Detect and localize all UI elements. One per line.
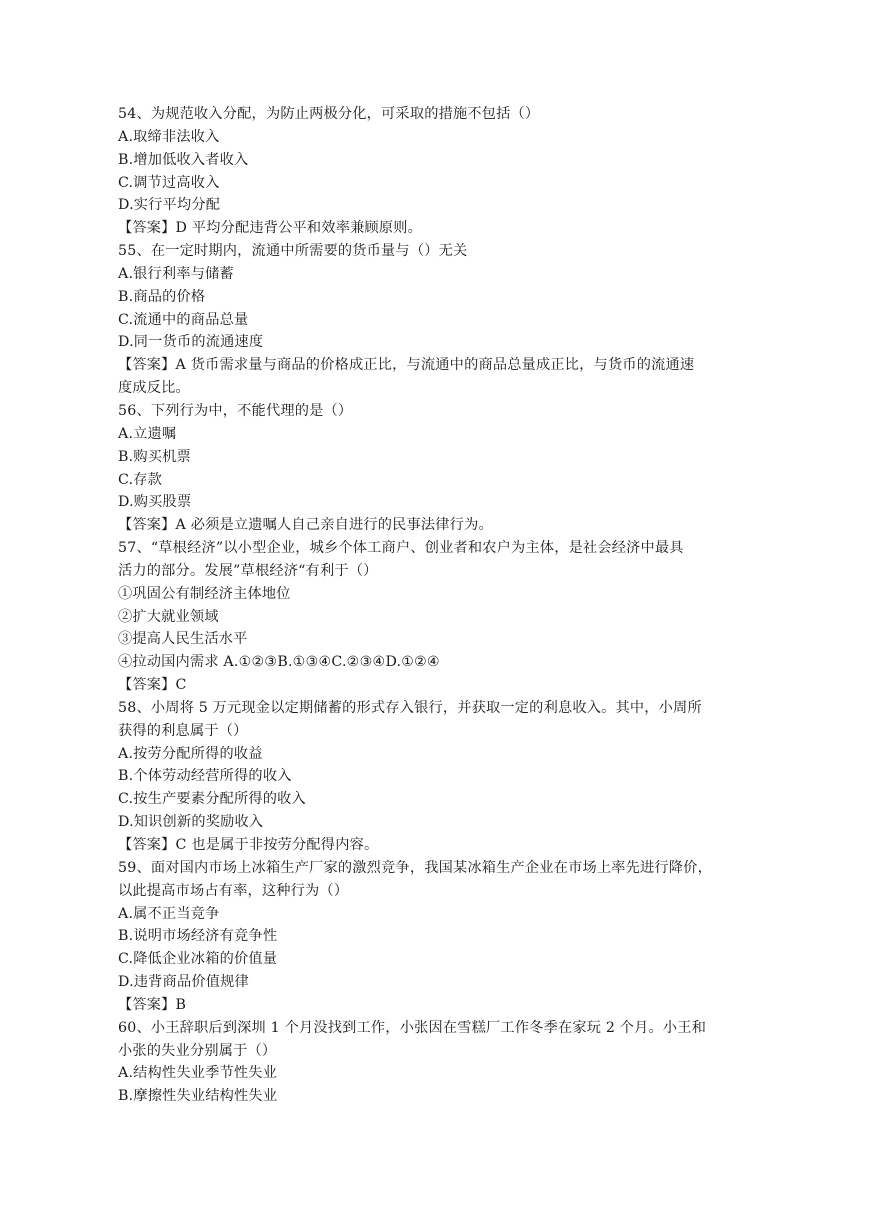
text-line: 以此提高市场占有率，这种行为（） <box>118 882 349 899</box>
text-line: C.存款 <box>118 471 163 488</box>
document-body <box>118 103 748 1108</box>
text-line: 小张的失业分别属于（） <box>118 1042 277 1059</box>
text-line: 【答案】C <box>118 677 187 694</box>
text-line: B.增加低收入者收入 <box>118 151 249 168</box>
text-line: D.违背商品价值规律 <box>118 974 249 991</box>
text-line: ④拉动国内需求 A.①②③B.①③④C.②③④D.①②④ <box>118 654 440 671</box>
text-line: 度成反比。 <box>118 380 190 397</box>
text-line: B.说明市场经济有竞争性 <box>118 928 278 945</box>
text-line: D.实行平均分配 <box>118 197 221 214</box>
text-line: A.按劳分配所得的收益 <box>118 745 263 762</box>
text-line: 57、“草根经济”以小型企业，城乡个体工商户、创业者和农户为主体，是社会经济中最具 <box>118 540 684 557</box>
text-line: A.立遗嘱 <box>118 425 177 442</box>
text-line: 54、为规范收入分配，为防止两极分化，可采取的措施不包括（） <box>118 106 540 122</box>
text-line: C.按生产要素分配所得的收入 <box>118 791 306 808</box>
text-line: 【答案】B <box>118 996 187 1013</box>
text-line: 活力的部分。发展”草根经济“有利于（） <box>118 562 378 579</box>
text-line: ①巩固公有制经济主体地位 <box>118 585 291 602</box>
text-line: D.同一货币的流通速度 <box>118 334 264 351</box>
text-line: C.流通中的商品总量 <box>118 311 249 328</box>
text-line: 获得的利息属于（） <box>118 722 248 739</box>
text-line: C.降低企业冰箱的价值量 <box>118 951 278 968</box>
text-line: B.摩擦性失业结构性失业 <box>118 1088 278 1105</box>
text-line: C.调节过高收入 <box>118 174 220 191</box>
text-line: 56、下列行为中，不能代理的是（） <box>118 402 353 419</box>
text-line: B.购买机票 <box>118 448 191 465</box>
text-line: B.个体劳动经营所得的收入 <box>118 768 292 785</box>
text-line: 59、面对国内市场上冰箱生产厂家的激烈竞争，我国某冰箱生产企业在市场上率先进行降价， <box>118 859 712 876</box>
text-line: 【答案】D 平均分配违背公平和效率兼顾原则。 <box>118 220 423 237</box>
text-line: A.结构性失业季节性失业 <box>118 1065 278 1082</box>
text-line: 【答案】C 也是属于非按劳分配得内容。 <box>118 837 379 853</box>
text-line: 60、小王辞职后到深圳 1 个月没找到工作，小张因在雪糕厂工作冬季在家玩 2 个月。小王和 <box>118 1019 707 1036</box>
text-line: A.属不正当竞争 <box>118 905 220 922</box>
text-line: B.商品的价格 <box>118 288 206 305</box>
text-line: A.银行利率与储蓄 <box>118 265 234 282</box>
text-line: A.取缔非法收入 <box>118 128 220 145</box>
text-line: 55、在一定时期内，流通中所需要的货币量与（）无关 <box>118 243 468 260</box>
text-line: D.知识创新的奖励收入 <box>118 814 264 831</box>
text-line: ③提高人民生活水平 <box>118 631 248 648</box>
text-line: 58、小周将 5 万元现金以定期储蓄的形式存入银行，并获取一定的利息收入。其中，小周所 <box>118 699 702 716</box>
text-line: 【答案】A 必须是立遗嘱人自己亲自进行的民事法律行为。 <box>118 517 493 534</box>
text-line: D.购买股票 <box>118 494 192 511</box>
text-line: 【答案】A 货币需求量与商品的价格成正比，与流通中的商品总量成正比，与货币的流通速 <box>118 357 695 374</box>
text-line: ②扩大就业领域 <box>118 608 219 625</box>
